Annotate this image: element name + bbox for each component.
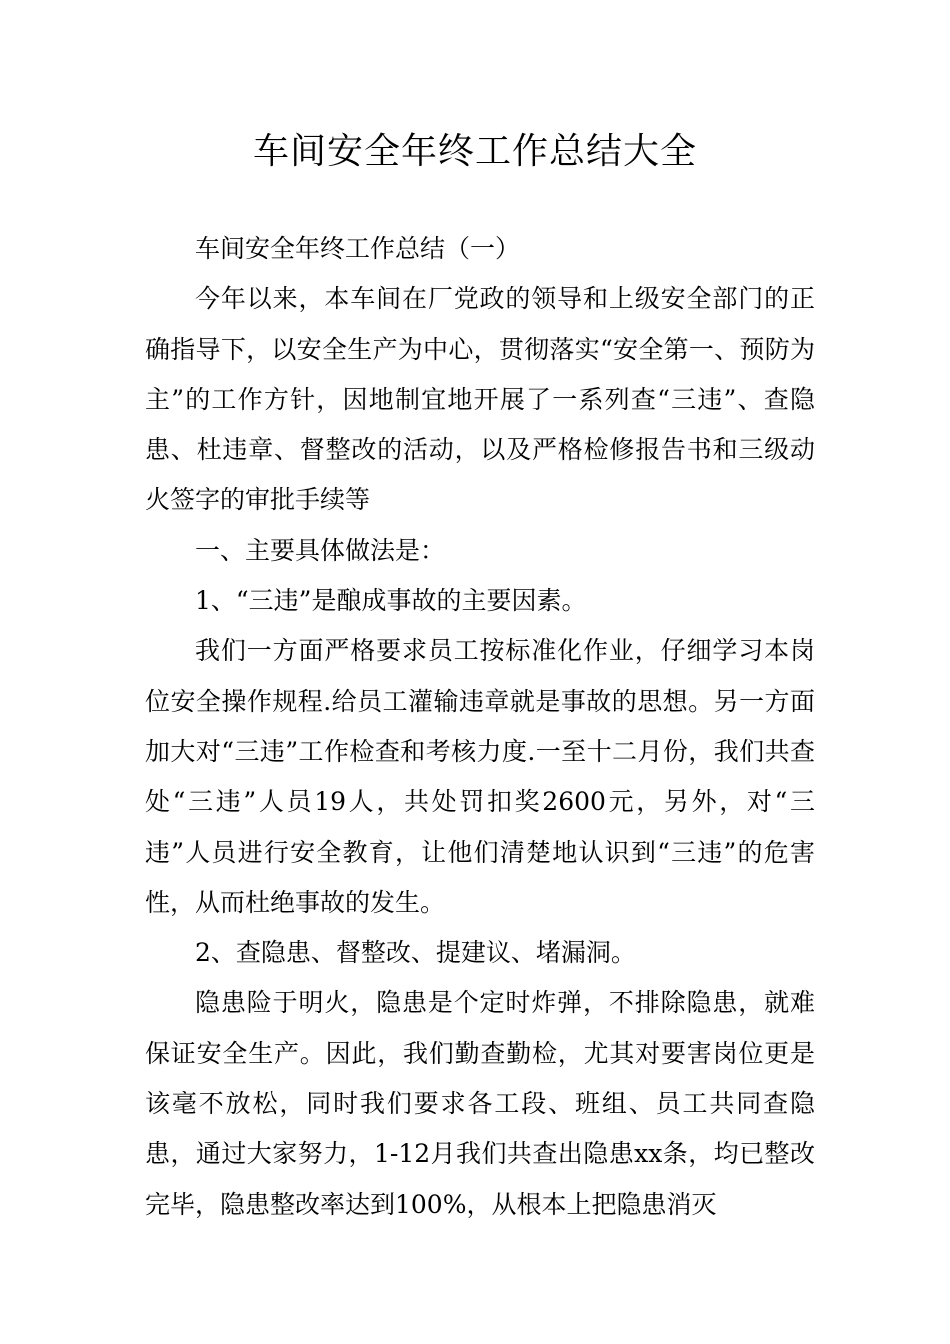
item-1-heading: 1、“三违”是酿成事故的主要因素。 (195, 586, 587, 616)
item-1-paragraph: 我们一方面严格要求员工按标准化作业，仔细学习本岗位安全操作规程.给员工灌输违章就是事故的思想。另一方面加大对“三违”工作检查和考核力度.一至十二月份，我们共查处“三违”人员19人，共处罚扣奖2600元，另外，对“三违”人员进行安全教育，让他们清楚地认识到“三违”的危害性，从而杜绝事故的发生。 (145, 636, 815, 917)
intro-paragraph: 今年以来，本车间在厂党政的领导和上级安全部门的正确指导下，以安全生产为中心，贯彻落实“安全第一、预防为主”的工作方针，因地制宜地开展了一系列查“三违”、查隐患、杜违章、督整改的活动，以及严格检修报告书和三级动火签字的审批手续等 (145, 284, 815, 515)
methods-heading: 一、主要具体做法是： (195, 535, 446, 565)
document-title: 车间安全年终工作总结大全 (252, 131, 697, 172)
document-body (145, 224, 815, 1230)
section-heading: 车间安全年终工作总结（一） (195, 234, 521, 263)
item-2-paragraph: 隐患险于明火，隐患是个定时炸弹，不排除隐患，就难保证安全生产。因此，我们勤查勤检，尤其对要害岗位更是该毫不放松，同时我们要求各工段、班组、员工共同查隐患，通过大家努力，1-12月我们共查出隐患xx条，均已整改完毕，隐患整改率达到100%，从根本上把隐患消灭 (145, 988, 815, 1219)
item-2-heading: 2、查隐患、督整改、提建议、堵漏洞。 (195, 938, 636, 968)
